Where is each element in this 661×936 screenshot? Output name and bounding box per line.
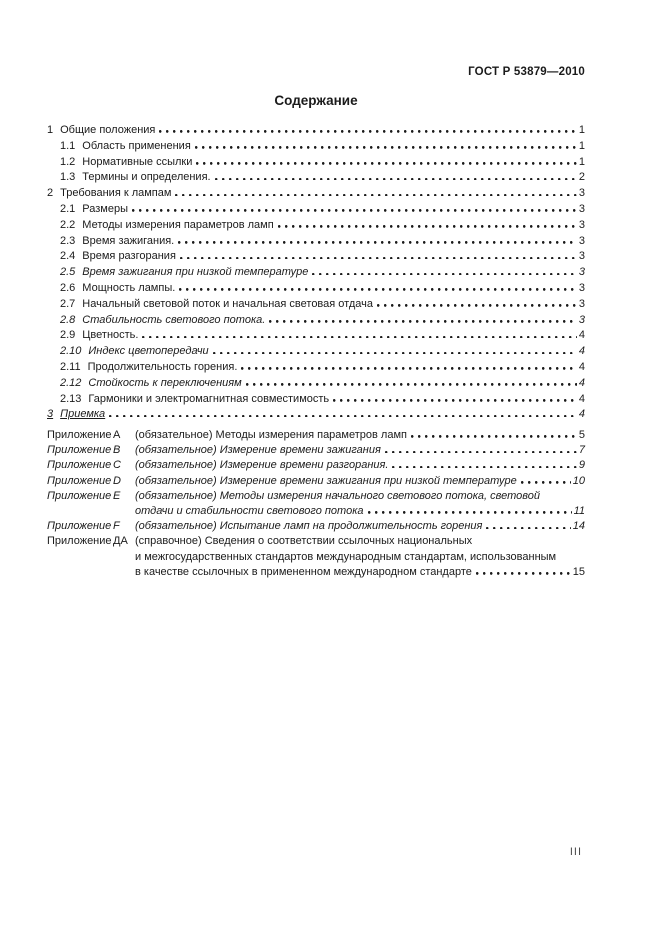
entry-number: 2.12 (60, 376, 82, 389)
entry-title: Продолжительность горения. (87, 360, 238, 373)
dot-leader (333, 398, 577, 402)
entry-page: 4 (578, 392, 585, 405)
appendix-letter: F (113, 520, 120, 533)
dot-leader (175, 192, 576, 196)
entry-title: Гармоники и электромагнитная совместимость (88, 392, 330, 405)
dot-leader (312, 271, 576, 275)
appendix-entry-d (47, 474, 585, 489)
dot-leader (241, 366, 576, 370)
entry-page: 4 (578, 408, 585, 421)
entry-number: 1.1 (60, 139, 76, 152)
dot-leader (178, 240, 577, 244)
toc-entry-2-5 (47, 266, 585, 282)
entry-title: Общие положения (60, 124, 156, 136)
entry-page: 4 (578, 329, 585, 342)
appendix-label: Приложение (47, 489, 112, 502)
appendix-label: Приложение (47, 444, 112, 457)
appendix-description: отдачи и стабильности светового потока (135, 505, 364, 518)
dot-leader (213, 350, 577, 354)
toc-entry-2-6 (47, 282, 585, 298)
entry-page: 2 (578, 171, 585, 184)
entry-title: Стойкость к переключениям (88, 376, 242, 389)
appendix-description: (обязательное) Измерение времени зажигания при низкой температуре (135, 474, 517, 487)
entry-page: 11 (573, 505, 585, 518)
toc-entry-2-1 (47, 203, 585, 219)
entry-title: Мощность лампы. (82, 281, 176, 294)
entry-page: 4 (578, 345, 585, 358)
appendix-letter: E (113, 489, 121, 502)
dot-leader (180, 255, 577, 259)
entry-page: 1 (578, 155, 585, 168)
entry-page: 3 (578, 234, 585, 247)
toc-entry-2 (47, 187, 585, 203)
appendix-letter: ДА (113, 535, 128, 548)
entry-number: 1 (47, 124, 54, 136)
appendix-entry-f (47, 519, 585, 534)
dot-leader (385, 449, 577, 453)
appendix-letter: C (113, 459, 121, 472)
entry-number: 2.11 (60, 360, 81, 373)
appendix-entry-c (47, 458, 585, 473)
entry-title: Размеры (82, 202, 129, 215)
entry-page: 3 (578, 281, 585, 294)
entry-title: Область применения (82, 139, 191, 152)
dot-leader (392, 464, 576, 468)
entry-page: 4 (578, 376, 585, 389)
entry-title: Требования к лампам (60, 187, 172, 200)
entry-page: 9 (578, 459, 585, 472)
entry-number: 2.4 (60, 250, 76, 263)
dot-leader (159, 129, 577, 133)
page-number-footer: III (569, 846, 582, 858)
appendix-description: (обязательное) Испытание ламп на продолжительность горения (135, 520, 483, 533)
toc-entry-2-4 (47, 250, 585, 266)
entry-number: 2.6 (60, 281, 76, 294)
dot-leader (278, 224, 577, 228)
entry-title: Время зажигания. (82, 234, 175, 247)
entry-page: 1 (578, 139, 585, 152)
dot-leader (521, 480, 571, 484)
standard-number: ГОСТ Р 53879—2010 (468, 66, 585, 78)
toc-entry-1-1 (47, 140, 585, 156)
entry-page: 3 (578, 202, 585, 215)
appendix-entry-e (47, 489, 585, 519)
toc-entry-2-10 (47, 345, 585, 361)
toc-entry-1-2 (47, 156, 585, 172)
entry-title: Индекс цветопередачи (88, 345, 209, 358)
appendix-entry-b (47, 443, 585, 458)
appendix-label: Приложение (47, 474, 112, 487)
appendix-letter: D (113, 474, 121, 487)
entry-page: 3 (578, 218, 585, 231)
toc-entry-2-8 (47, 314, 585, 330)
entry-number: 2 (47, 187, 54, 200)
dot-leader (109, 413, 577, 417)
entry-page: 3 (578, 313, 585, 326)
toc-entry-3 (47, 408, 585, 424)
dot-leader (368, 510, 572, 514)
entry-page: 3 (578, 297, 585, 310)
appendix-description: (обязательное) Методы измерения начального светового потока, световой (135, 489, 541, 502)
dot-leader (196, 161, 576, 165)
dot-leader (246, 382, 577, 386)
appendix-description: в качестве ссылочных в примененном международном стандарте (135, 565, 472, 578)
entry-page: 3 (578, 266, 585, 279)
dot-leader (486, 525, 570, 529)
toc-entry-1-3 (47, 171, 585, 187)
entry-page: 15 (572, 565, 585, 578)
dot-leader (132, 208, 577, 212)
appendix-description: (справочное) Сведения о соответствии ссылочных национальных (135, 535, 473, 548)
entry-page: 4 (578, 360, 585, 373)
dot-leader (215, 176, 577, 180)
entry-title: Термины и определения. (82, 171, 211, 184)
dot-leader (411, 434, 577, 438)
entry-title: Стабильность светового потока. (82, 313, 266, 326)
dot-leader (377, 303, 577, 307)
toc-entry-1 (47, 124, 585, 140)
entry-number: 2.2 (60, 218, 76, 231)
toc-entry-2-9 (47, 329, 585, 345)
appendix-entry-da (47, 534, 585, 580)
entry-number: 2.7 (60, 297, 76, 310)
toc-entry-2-13 (47, 393, 585, 409)
appendix-label: Приложение (47, 520, 112, 533)
entry-number: 2.9 (60, 329, 76, 342)
entry-title: Время разгорания (82, 250, 176, 263)
entry-number: 2.10 (60, 345, 82, 358)
entry-number: 2.13 (60, 392, 82, 405)
entry-title: Время зажигания при низкой температуре (82, 266, 309, 279)
appendix-list (47, 428, 585, 580)
appendix-label: Приложение (47, 429, 112, 441)
toc-entry-2-11 (47, 361, 585, 377)
entry-number: 2.5 (60, 266, 76, 279)
appendix-label: Приложение (47, 459, 112, 472)
entry-page: 14 (572, 520, 585, 533)
dot-leader (476, 571, 571, 575)
entry-title: Цветность. (82, 329, 139, 342)
toc-entry-2-12 (47, 377, 585, 393)
appendix-description: и межгосударственных стандартов международным стандартам, использованным (135, 550, 557, 563)
entry-page: 3 (578, 250, 585, 263)
toc-entry-2-7 (47, 298, 585, 314)
entry-page: 5 (578, 429, 585, 441)
entry-number: 2.8 (60, 313, 76, 326)
entry-page: 10 (572, 474, 585, 487)
toc-entry-2-2 (47, 219, 585, 235)
table-of-contents (47, 124, 585, 424)
appendix-entry-a (47, 428, 585, 443)
entry-title: Приемка (60, 408, 106, 421)
dot-leader (179, 287, 577, 291)
entry-page: 7 (578, 444, 585, 457)
entry-title: Начальный световой поток и начальная световая отдача (82, 297, 373, 310)
appendix-letter: А (113, 429, 121, 441)
appendix-description: (обязательное) Методы измерения параметров ламп (135, 429, 407, 441)
entry-title: Методы измерения параметров ламп (82, 218, 274, 231)
dot-leader (142, 334, 576, 338)
entry-number: 1.2 (60, 155, 76, 168)
appendix-description: (обязательное) Измерение времени разгорания. (135, 459, 389, 472)
entry-title: Нормативные ссылки (82, 155, 193, 168)
entry-number: 3 (47, 408, 54, 421)
toc-entry-2-3 (47, 235, 585, 251)
entry-number: 2.3 (60, 234, 76, 247)
appendix-letter: B (113, 444, 121, 457)
entry-number: 2.1 (60, 202, 76, 215)
entry-page: 1 (578, 124, 585, 136)
entry-number: 1.3 (60, 171, 76, 184)
appendix-description: (обязательное) Измерение времени зажигания (135, 444, 381, 457)
appendix-label: Приложение (47, 535, 112, 548)
entry-page: 3 (578, 187, 585, 200)
page-title: Содержание (274, 93, 358, 108)
dot-leader (195, 145, 577, 149)
dot-leader (269, 319, 577, 323)
